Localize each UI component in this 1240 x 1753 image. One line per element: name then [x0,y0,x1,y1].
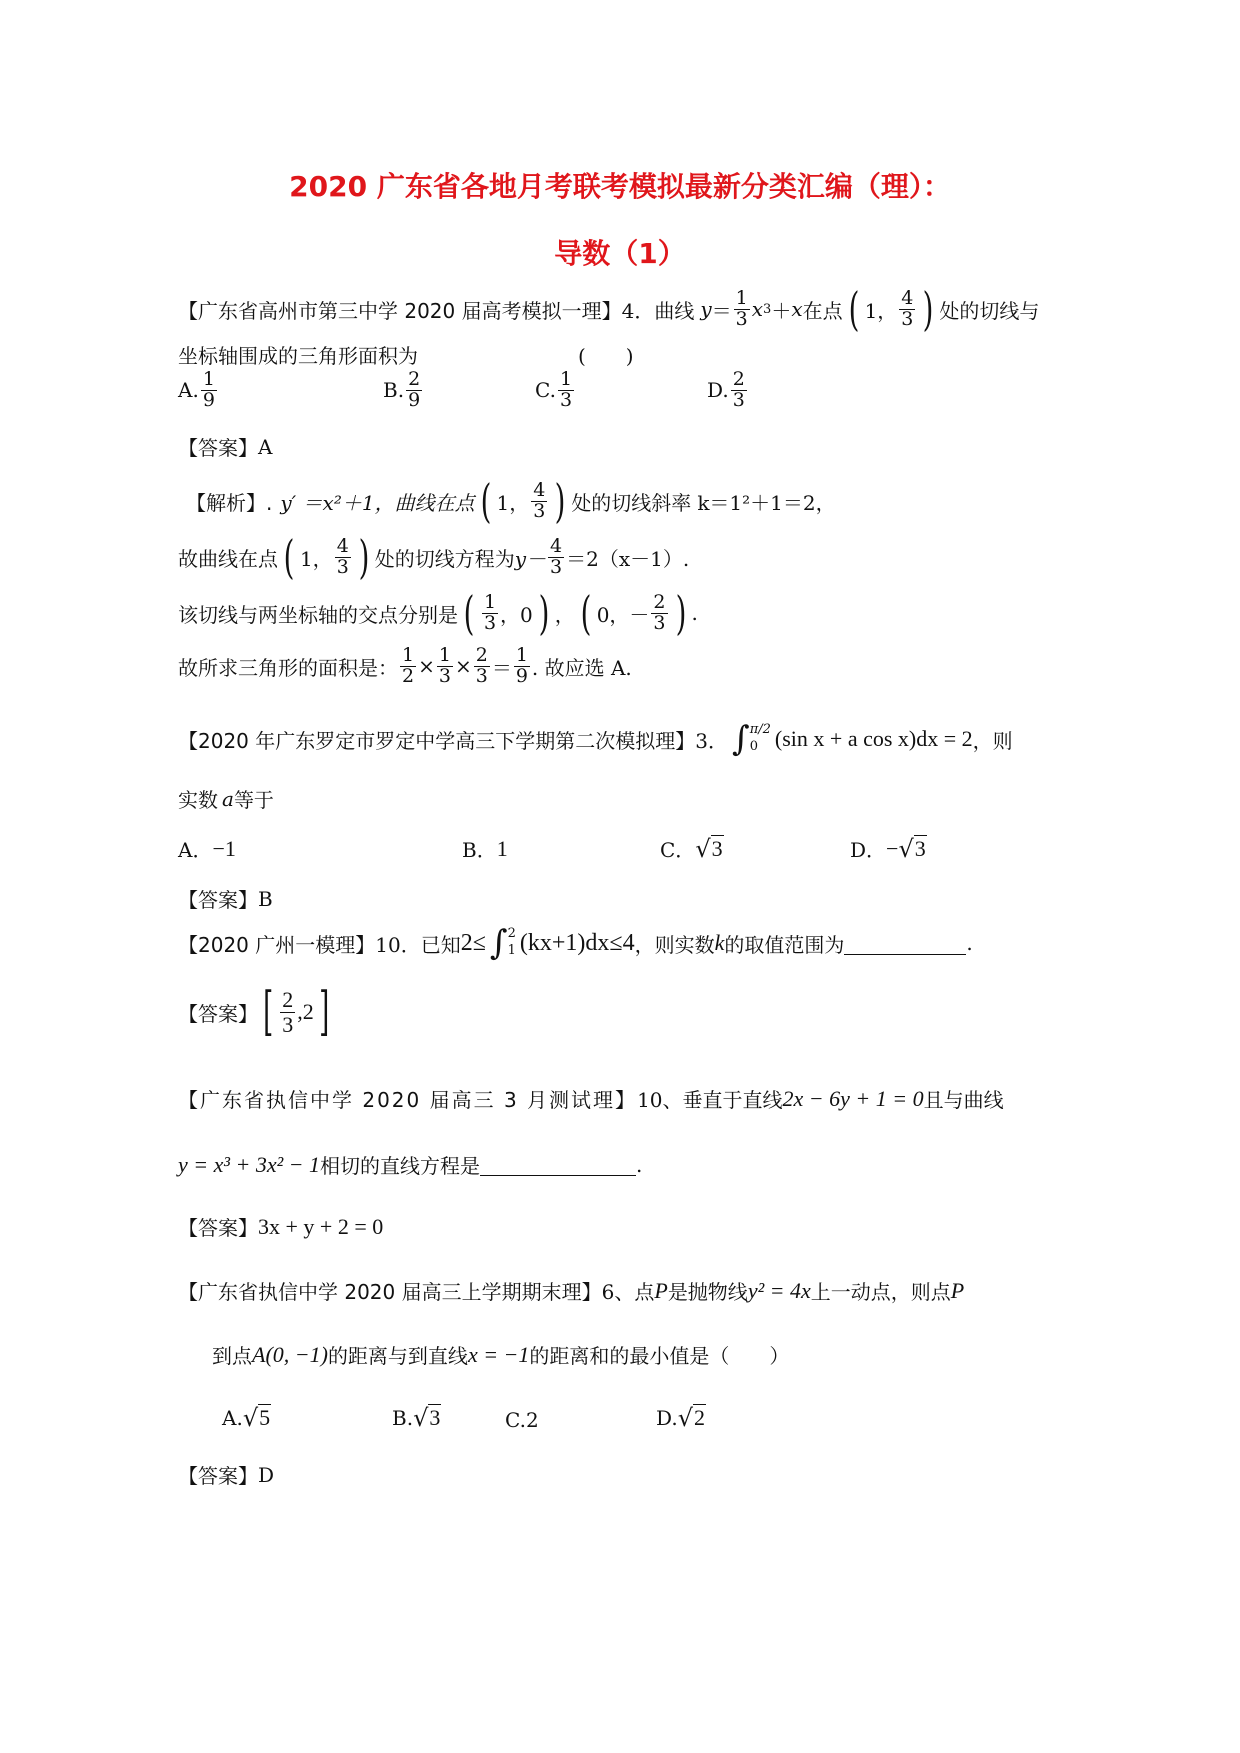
q2-option-d-label: D． [850,838,887,862]
q5-answer-label: 【答案】 [178,1464,258,1488]
q1-sol2-fden: 3 [550,555,563,578]
q5-stem-line1 [178,1276,964,1305]
q1-sol2-c: ＝2（x－1）. [566,546,690,571]
q5-parabola: y² = 4x [747,1277,811,1303]
q1-point-den: 3 [901,307,914,330]
q1-sol4-f3n: 2 [475,644,488,666]
q1-option-b-num: 2 [408,368,421,390]
q2-option-d-minus: − [886,835,899,861]
q3-answer-label: 【答案】 [178,1001,258,1026]
q3-blank[interactable] [844,932,966,955]
q1-answer-paren: ( ) [578,344,634,368]
q1-lparen: ( [848,282,859,336]
q1-sol1-pnum: 4 [533,478,546,501]
q3-after-a: ，则实数 [634,932,715,957]
q5-answer [178,1460,274,1489]
q2-stem-line2 [178,784,274,813]
q5-point-p: P [654,1277,668,1303]
q1-sol3-fnum: 1 [483,590,497,613]
q1-answer [178,432,272,461]
integral-sign: ∫ [732,719,750,759]
q1-sol4-a: 故所求三角形的面积是： [178,655,398,680]
q3-right-bracket: ] [318,982,330,1042]
q1-sol1-a: y′ ＝x²＋1，曲线在点 [280,490,475,515]
q1-option-a-label: A. [178,378,199,403]
q1-solution-label: 【解析】. [186,490,273,515]
q2-stem-line1 [178,719,1013,759]
q1-sol4-times1: × [418,654,435,679]
q2-option-b-label: B． [462,838,497,862]
q3-lower-limit: 1 [507,943,516,958]
q1-answer-value: A [258,434,273,459]
q2-answer-label: 【答案】 [178,888,258,912]
q2-line2-a: 实数 [178,788,218,812]
q5-number: 6、点 [601,1280,655,1304]
q3-ans-den: 3 [282,1011,294,1037]
q5-option-d[interactable] [656,1404,706,1432]
q1-option-b-label: B. [383,378,405,403]
q1-sol3-e: . [691,601,698,625]
q1-sol2-rparen: ) [358,530,370,584]
q1-sol3-b: ，0 [500,602,533,627]
integral-sign: ∫ [489,923,508,963]
q2-answer [178,884,273,913]
q1-sol4-f3d: 3 [475,664,488,687]
q1-point-y [899,286,915,330]
q1-y: y [700,297,712,321]
q4-mid: 且与曲线 [923,1088,1004,1112]
q1-number: 4．曲线 [621,298,695,323]
q1-sol2-pnum: 4 [336,534,349,557]
q1-sol1-rparen: ) [554,474,566,528]
q1-solution-line3 [178,586,698,640]
q2-option-c-label: C． [660,838,696,862]
q1-sol4-f4d: 9 [515,664,528,687]
q3-after-b: 的取值范围为 [724,932,845,957]
q3-end: . [966,931,973,955]
q5-option-c-text: 2 [525,1408,539,1432]
q2-integral-limits [750,722,771,756]
q4-end: . [636,1152,643,1177]
q1-sol2-fnum: 4 [550,534,563,557]
q2-option-c-radicand: 3 [711,835,723,861]
q3-ans-num: 2 [282,987,294,1013]
q5-line2-c: 的距离和的最小值是（ ） [529,1344,790,1368]
q1-stem-line1 [178,282,1040,336]
q5-option-a-sqrt: √ 5 [242,1404,271,1432]
q1-coef-num: 1 [735,286,748,309]
q5-option-d-sqrt: √ 2 [677,1404,705,1432]
q3-left-bracket: [ [263,982,274,1042]
q1-sol1-b: 处的切线斜率 [571,490,692,515]
q1-option-c-den: 3 [559,388,573,411]
document-title-line2: 导数（1） [554,237,686,270]
q2-option-d-sqrt: √ 3 [898,834,926,863]
q5-line-x: x = −1 [467,1341,530,1367]
document-title-line1: 2020 广东省各地月考联考模拟最新分类汇编（理）： [289,170,951,203]
q3-answer [178,982,334,1042]
q1-sol4-f1n: 1 [402,644,415,666]
q1-sol3-fden: 3 [483,611,497,634]
q5-option-b-sqrt: √ 3 [413,1404,441,1432]
q4-blank[interactable] [480,1153,636,1176]
q2-option-b[interactable] [462,834,508,863]
q1-option-a-num: 1 [202,368,215,390]
q4-source: 【广东省执信中学 2020 届高三 3 月测试理】 [178,1088,638,1112]
q2-answer-value: B [258,886,273,911]
q1-option-a[interactable] [178,370,219,411]
q5-option-b-label: B. [392,1406,414,1430]
q1-exp: 3 [763,301,772,317]
q1-sol4-f2n: 1 [438,644,451,666]
q5-option-d-radicand: 2 [693,1405,705,1430]
q1-solution-line1 [186,474,836,528]
q1-sol3-gden: 3 [653,611,666,634]
q1-sol4-b: . 故应选 A. [531,655,632,680]
q1-sol4-times2: × [454,654,472,679]
q1-point-num: 4 [901,286,914,309]
q1-sol2-a: 故曲线在点 [178,546,278,571]
q3-source: 【2020 广州一模理】 [178,932,376,957]
q1-source: 【广东省高州市第三中学 2020 届高考模拟一理】 [178,298,622,323]
q4-answer [178,1212,383,1241]
q2-after: ，则 [972,728,1013,753]
q1-eq: ＝ [711,298,732,323]
q1-option-d-num: 2 [732,368,745,390]
q2-option-c[interactable] [660,834,724,863]
q3-lhs: 2≤ [460,929,486,956]
q2-source: 【2020 年广东罗定市罗定中学高三下学期第二次模拟理】 [178,728,696,753]
q4-number: 10、垂直于直线 [637,1088,783,1112]
q2-option-c-sqrt: √ 3 [695,834,723,863]
q5-option-d-label: D. [656,1406,678,1430]
q1-option-c[interactable] [535,370,576,411]
q1-sol4-eq: ＝ [491,655,512,680]
q1-sol2-px: 1， [299,546,333,571]
q5-answer-value: D [258,1462,275,1487]
q1-sol2-lparen: ( [283,530,295,584]
q5-option-c-label: C. [505,1408,526,1432]
q1-sol3-d: 0，－ [596,602,650,627]
q1-sol3-rparen1: ) [538,586,550,640]
q5-source: 【广东省执信中学 2020 届高三上学期期末理】 [178,1280,602,1304]
q3-var-k: k [714,930,725,955]
q1-option-a-den: 9 [202,388,215,411]
q5-line2-b: 的距离与到直线 [327,1344,468,1368]
q2-upper-limit: π/2 [749,722,771,738]
q2-number: 3． [695,728,728,753]
q3-stem [178,923,973,963]
q1-stem-line2 [178,340,634,369]
q4-answer-value: 3x + y + 2 = 0 [258,1213,384,1239]
q3-upper-limit: 2 [507,926,516,942]
q5-mid2: 上一动点，则点 [810,1280,951,1304]
q1-sol1-px: 1， [496,490,530,515]
q1-sol4-f4n: 1 [515,644,528,666]
q5-line2-a: 到点 [212,1344,252,1368]
q2-option-d[interactable] [850,834,927,863]
q4-after: 相切的直线方程是 [320,1154,481,1178]
q1-option-b-den: 9 [408,388,421,411]
q3-integral-limits [508,926,516,960]
q1-sol1-k: k＝1²＋1＝2， [697,490,836,515]
q1-solution-line4 [178,646,632,687]
q1-x: x [791,297,803,321]
q4-answer-label: 【答案】 [178,1216,258,1240]
q1-sol3-lparen1: ( [463,586,475,640]
q4-stem-line1 [178,1084,1004,1113]
q1-answer-label: 【答案】 [178,436,258,460]
q3-integrand: (kx+1)dx≤4 [519,929,635,956]
q1-sol3-c: ， [554,602,575,627]
q3-ans-rest: ,2 [297,999,314,1024]
q4-line-equation: 2x − 6y + 1 = 0 [782,1085,924,1111]
q1-sol3-lparen2: ( [580,586,592,640]
q5-option-a-radicand: 5 [259,1405,271,1430]
q1-option-d-den: 3 [732,388,745,411]
q1-sol4-f2d: 3 [438,664,451,687]
q1-point-x: 1， [864,298,898,323]
q5-option-b-radicand: 3 [429,1405,441,1430]
q2-option-a-text: −1 [212,835,236,861]
q5-option-a-label: A. [222,1406,243,1430]
q1-option-c-label: C. [535,378,556,403]
q1-option-d[interactable] [707,370,749,411]
q1-sol1-lparen: ( [480,474,491,528]
q1-sol3-gnum: 2 [653,590,666,613]
q1-sol3-rparen2: ) [675,586,686,640]
q4-stem-line2 [178,1150,642,1179]
q1-rparen: ) [922,282,934,336]
q5-stem-line2 [212,1340,789,1369]
q2-var-a: a [222,786,234,811]
q2-lower-limit: 0 [749,739,758,754]
q1-sol2-b: 处的切线方程为 [374,546,515,571]
q1-solution-line2 [178,530,690,584]
q1-line2-text: 坐标轴围成的三角形面积为 [178,344,418,368]
q3-number: 10．已知 [375,932,461,957]
q4-curve-equation: y = x³ + 3x² − 1 [178,1151,321,1177]
q1-sol1-pden: 3 [533,499,546,522]
q1-option-c-num: 1 [559,368,573,390]
q1-coef-den: 3 [735,307,748,330]
q5-option-c[interactable] [505,1408,539,1432]
q2-option-d-radicand: 3 [914,835,926,861]
q1-x-cubed: x [751,297,764,321]
q1-sol2-y: y－ [514,546,547,571]
q5-option-a[interactable] [222,1404,271,1432]
q2-integrand: (sin x + a cos x)dx = 2 [774,726,973,751]
q1-sol3-a: 该切线与两坐标轴的交点分别是 [178,602,458,627]
q5-mid1: 是抛物线 [667,1280,748,1304]
q1-coef-fraction [734,286,750,330]
q2-line2-b: 等于 [233,788,274,812]
q2-option-b-text: 1 [496,835,508,861]
q5-option-b[interactable] [392,1404,441,1432]
q2-option-a-label: A． [178,838,213,862]
q1-sol2-pden: 3 [336,555,349,578]
q2-option-a[interactable] [178,834,236,863]
q1-sol4-f1d: 2 [402,664,415,687]
q1-option-b[interactable] [383,370,424,411]
q1-at-point: 在点 [802,298,843,323]
q1-option-d-label: D. [707,378,729,403]
q5-point-p2: P [950,1277,965,1303]
q5-point-a: A(0, −1) [252,1341,328,1367]
q1-after: 处的切线与 [939,298,1040,323]
q1-plus: ＋ [771,298,792,323]
